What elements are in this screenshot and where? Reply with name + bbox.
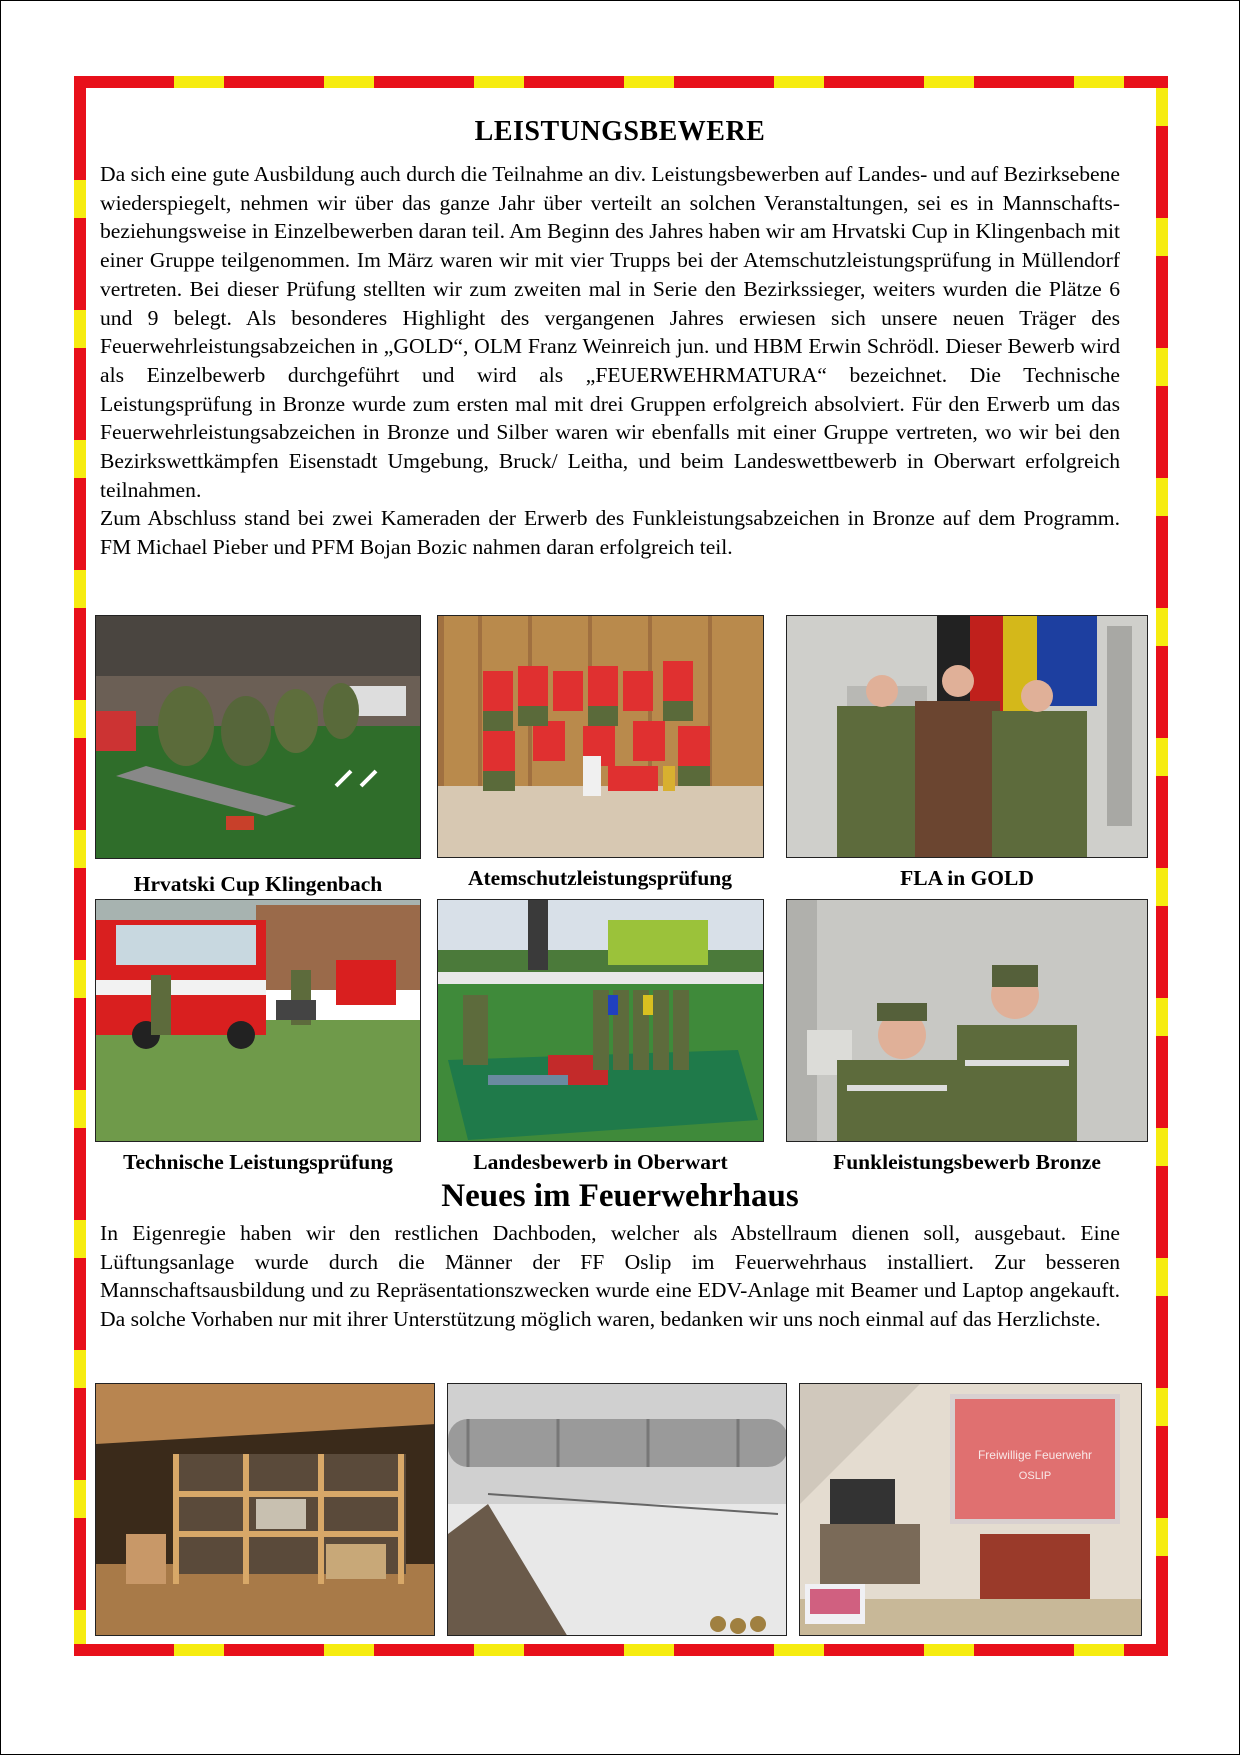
photo-edv-anlage <box>799 1383 1142 1636</box>
caption-landesbewerb-oberwart: Landesbewerb in Oberwart <box>473 1150 728 1174</box>
photo-funkleistungsbewerb <box>786 899 1148 1142</box>
caption-hrvatski-cup: Hrvatski Cup Klingenbach <box>133 872 383 896</box>
photo-fla-gold <box>786 615 1148 858</box>
caption-atemschutz: Atemschutzleistungsprüfung <box>468 866 732 890</box>
paragraph: Da sich eine gute Ausbildung auch durch die Teilnahme an div. Leistungsbewerben auf Landes- und auf Bezirksebene wiederspiegelt, nehmen wir über das ganze Jahr über verteilt an solchen Veranstaltungen, sei es in Mannschafts- beziehungsweise in Einzelbewerben daran teil. Am Beginn des Jahres haben wir am Hrvatski Cup in Klingenbach mit einer Gruppe teilgenommen. Im März waren wir mit vier Trupps bei der Atemschutzleistungsprüfung in Müllendorf vertreten. Bei dieser Prüfung stellten wir zum zweiten mal in Serie den Bezirkssieger, weiters wurden die Plätze 6 und 9 belegt. Als besonderes Highlight des vergangenen Jahres erwiesen sich unsere neuen Träger des Feuerwehrleistungsabzeichen in „GOLD“, OLM Franz Weinreich jun. und HBM Erwin Schrödl. Dieser Bewerb wird als Einzelbewerb durchgeführt und wird als „FEUERWEHRMATURA“ bezeichnet. Die Technische Leistungsprüfung in Bronze wurde zum ersten mal mit drei Gruppen erfolgreich absolviert. Für den Erwerb um das Feuerwehrleistungsabzeichen in Bronze und Silber waren wir ebenfalls mit einer Gruppe vertreten, wo wir bei den Bezirkswettkämpfen Eisenstadt Umgebung, Bruck/ Leitha, und beim Landeswettbewerb in Oberwart erfolgreich teilnahmen. <box>100 162 1120 502</box>
paragraph: Zum Abschluss stand bei zwei Kameraden der Erwerb des Funkleistungsabzeichen in Bronze auf dem Programm. FM Michael Pieber und PFM Bojan Bozic nahmen daran erfolgreich teil. <box>100 506 1120 560</box>
frame-right-stripe <box>1156 88 1168 1644</box>
photo-hrvatski-cup <box>95 615 421 859</box>
photo-technische-leistungspruefung <box>95 899 421 1142</box>
section-title-neues: Neues im Feuerwehrhaus <box>441 1178 799 1214</box>
beamer-text-line2: OSLIP <box>1018 1470 1052 1482</box>
photo-lueftungsanlage <box>447 1383 787 1636</box>
caption-funkleistungsbewerb: Funkleistungsbewerb Bronze <box>833 1150 1101 1174</box>
photo-dachboden <box>95 1383 435 1636</box>
section-title-leistungsbewerbe: LEISTUNGSBEWERE <box>474 116 766 147</box>
paragraph: In Eigenregie haben wir den restlichen Dachboden, welcher als Abstellraum dienen soll, ausgebaut. Eine Lüftungsanlage wurde durch die Männer der FF Oslip im Feuerwehrhaus installiert. Zur besseren Mannschaftsausbildung und zu Repräsentationszwecken wurde eine EDV-Anlage mit Beamer und Laptop angekauft. Da solche Vorhaben nur mit ihrer Unterstützung möglich waren, bedanken wir uns noch einmal auf das Herzlichste. <box>100 1221 1120 1332</box>
photo-atemschutz <box>437 615 764 858</box>
section-body-text <box>100 160 1120 562</box>
photo-landesbewerb-oberwart <box>437 899 764 1142</box>
section2-body-text <box>100 1219 1120 1334</box>
caption-fla-gold: FLA in GOLD <box>900 866 1034 890</box>
caption-technische-leistungspruefung: Technische Leistungsprüfung <box>123 1150 393 1174</box>
beamer-text-line1: Freiwillige Feuerwehr <box>977 1448 1093 1462</box>
frame-left-stripe <box>74 88 86 1644</box>
